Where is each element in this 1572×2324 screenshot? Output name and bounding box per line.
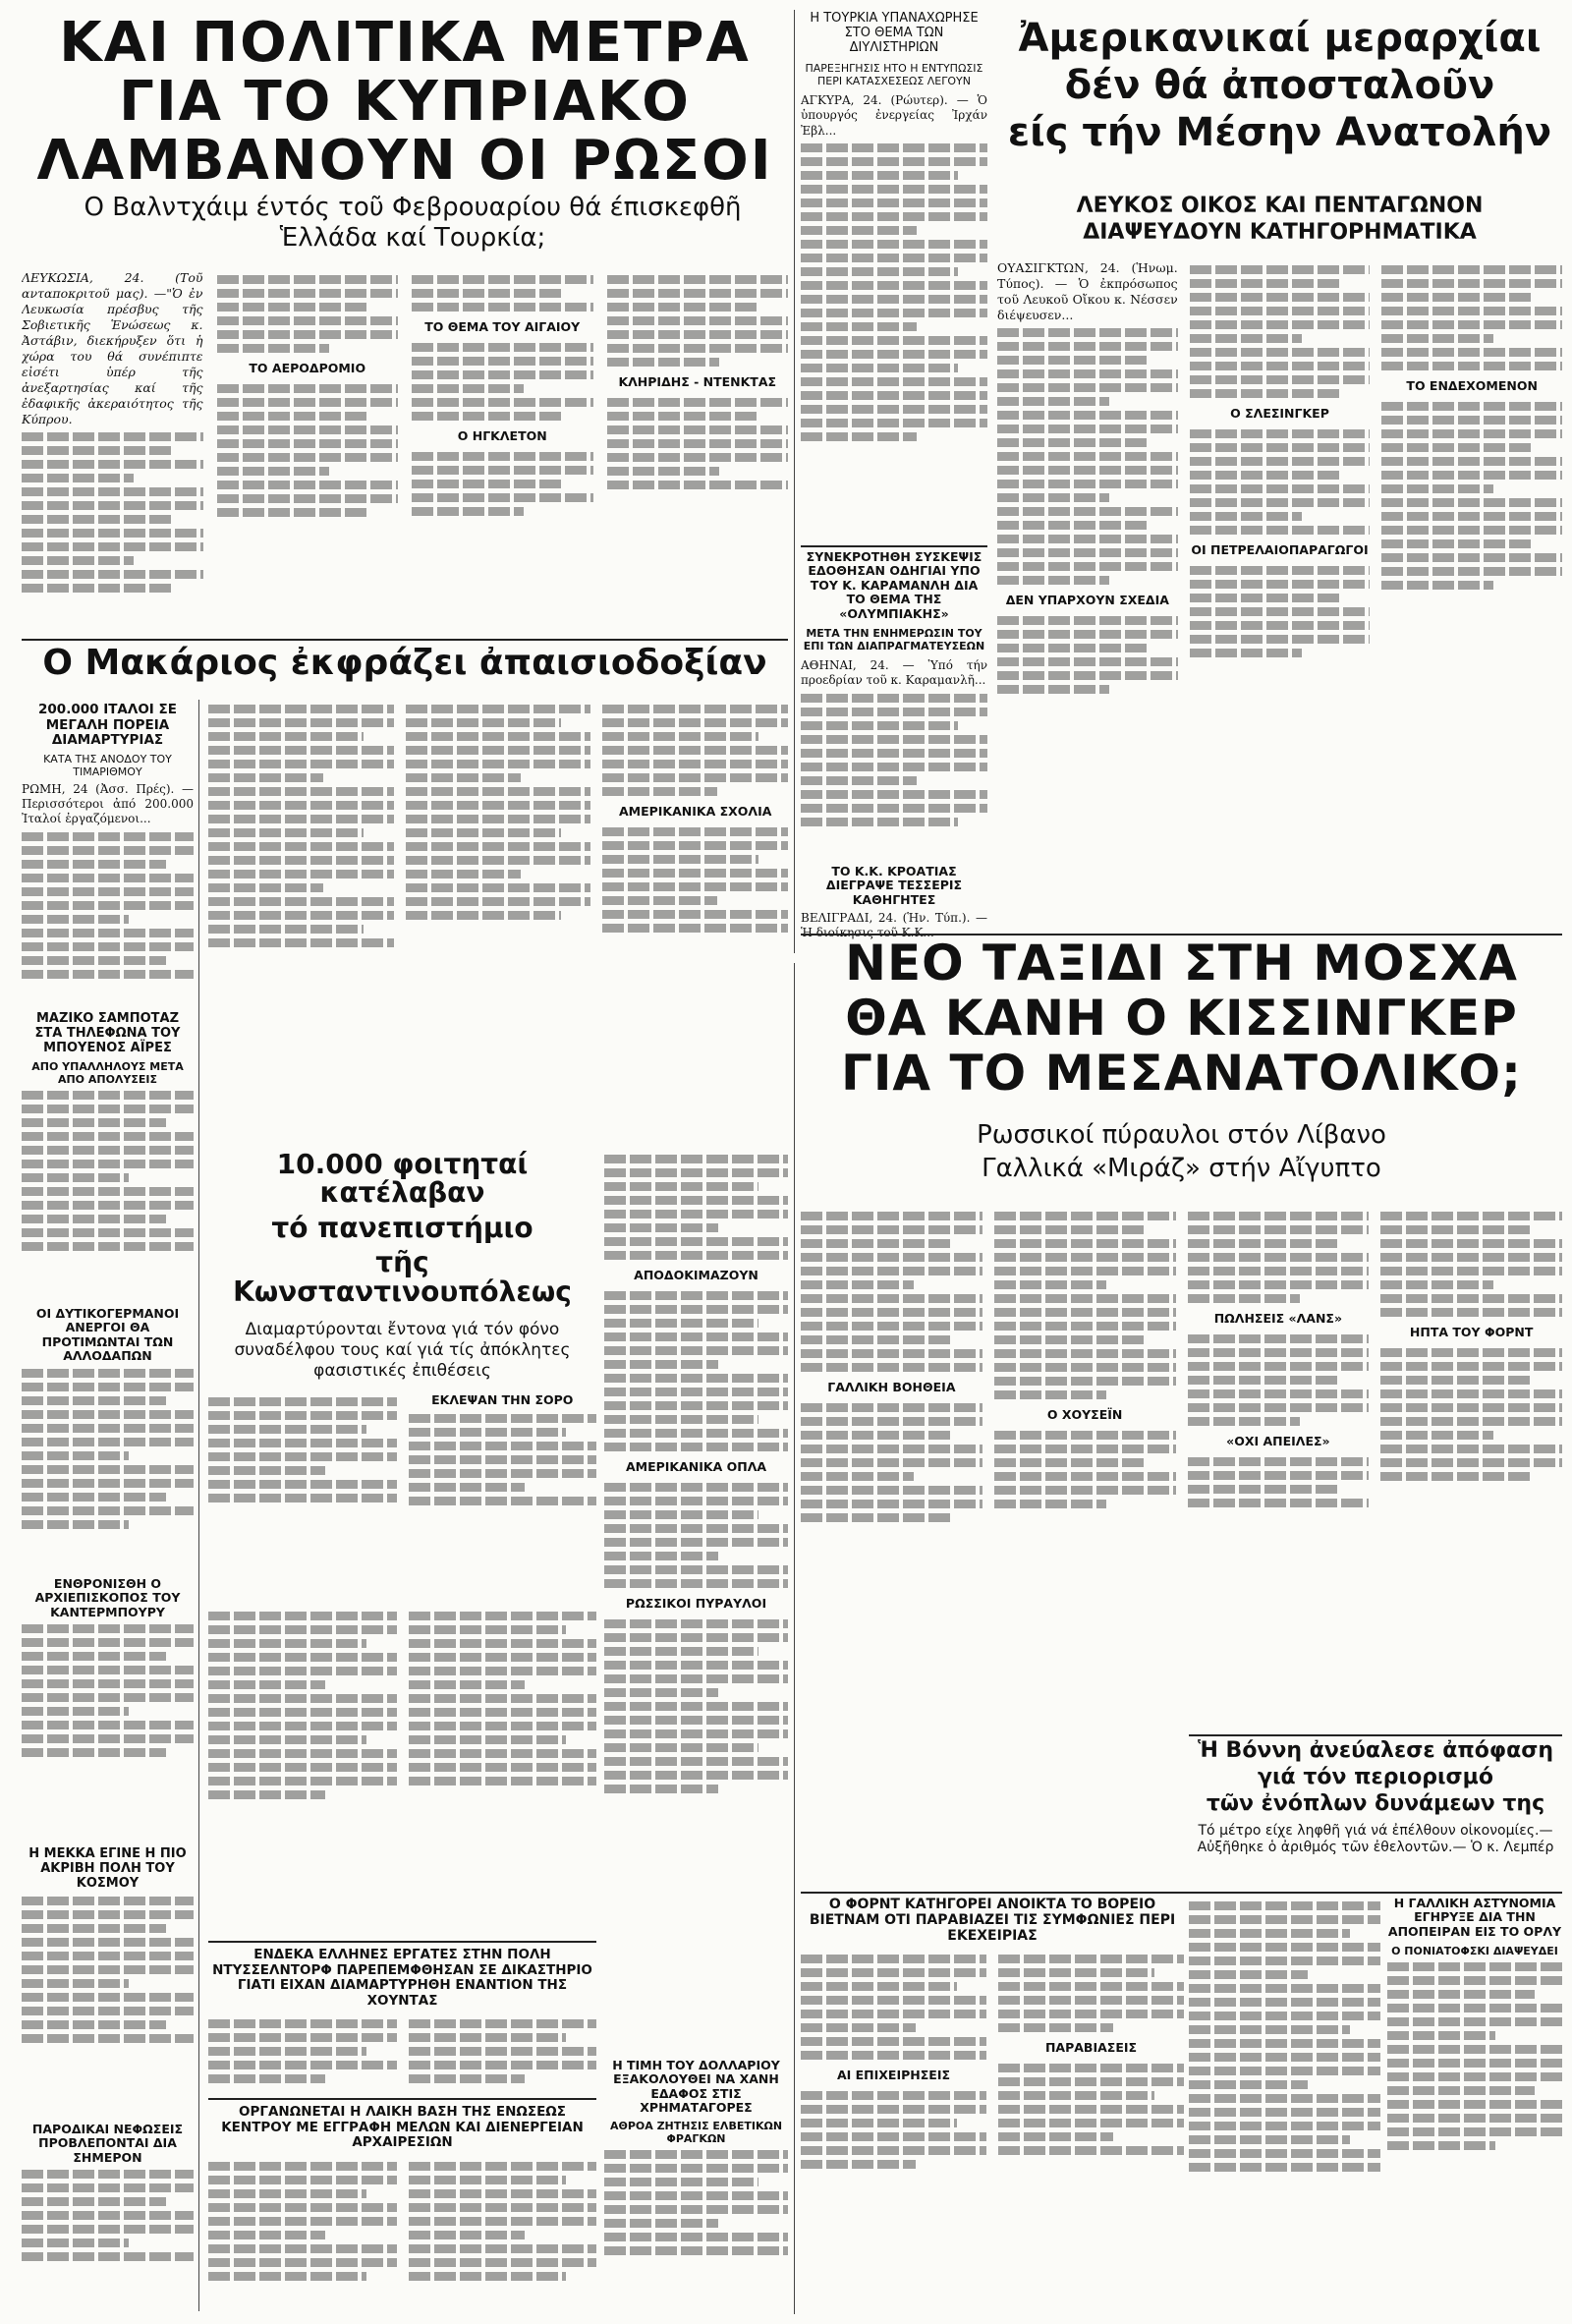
- section-oil-producers: ΟΙ ΠΕΤΡΕΛΑΙΟΠΑΡΑΓΩΓΟΙ: [1191, 542, 1369, 557]
- istanbul-headline-2: τό πανεπιστήμιο: [271, 1211, 533, 1244]
- istanbul-subheadline: Διαμαρτύρονται ἔντονα γιά τόν φόνο συναδέλφου τους καί γιά τίς ἀπόκλητες φασιστικές ἐπιθέσεις: [234, 1319, 571, 1382]
- main-story-subheadline: Ο Βαλντχάιμ έντός τοῦ Φεβρουαρίου θά έπισκεφθῆ Ἑλλάδα καί Τουρκία;: [84, 193, 742, 254]
- karamanlis-headline: ΣΥΝΕΚΡΟΤΗΘΗ ΣΥΣΚΕΨΙΣ ΕΔΟΘΗΣΑΝ ΟΔΗΓΙΑΙ ΥΠΟ ΤΟΥ Κ. ΚΑΡΑΜΑΝΛΗ ΔΙΑ ΤΟ ΘΕΜΑ ΤΗΣ «ΟΛΥΜΠΙΑΚΗΣ»: [806, 550, 982, 621]
- section-violations: ΠΑΡΑΒΙΑΣΕΙΣ: [1044, 2040, 1138, 2056]
- main-story-headline: [22, 16, 788, 183]
- makarios-headline: Ο Μακάριος ἐκφράζει ἀπαισιοδοξίαν: [42, 645, 767, 683]
- kissinger-headline-2: ΘΑ ΚΑΝΗ Ο ΚΙΣΣΙΝΓΚΕΡ: [845, 990, 1518, 1047]
- headline-line-1: ΚΑΙ ΠΟΛΙΤΙΚΑ ΜΕΤΡΑ: [59, 16, 751, 75]
- centrists-headline: ΟΡΓΑΝΩΝΕΤΑΙ Η ΛΑΪΚΗ ΒΑΣΗ ΤΗΣ ΕΝΩΣΕΩΣ ΚΕΝΤΡΟΥ ΜΕ ΕΓΓΡΑΦΗ ΜΕΛΩΝ ΚΑΙ ΔΙΕΝΕΡΓΕΙΑΝ ΑΡΧΑΙΡΕΣΙΩΝ: [221, 2105, 584, 2151]
- germans-headline: ΟΙ ΔΥΤΙΚΟΓΕΡΜΑΝΟΙ ΑΝΕΡΓΟΙ ΘΑ ΠΡΟΤΙΜΩΝΤΑΙ ΤΩΝ ΑΛΛΟΔΑΠΩΝ: [35, 1307, 180, 1364]
- istanbul-body-2: [208, 1607, 596, 1931]
- istanbul-story: [208, 1150, 596, 1602]
- headline-line-2: ΓΙΑ ΤΟ ΚΥΠΡΙΑΚΟ: [119, 70, 691, 134]
- section-lance-sales: ΠΩΛΗΣΕΙΣ «ΛΑΝΣ»: [1213, 1311, 1343, 1326]
- section-eklepsan: ΕΚΛΕΨΑΝ ΤΗΝ ΣΟΡΟ: [431, 1391, 574, 1407]
- istanbul-headline-1: 10.000 φοιτηταί κατέλαβαν: [276, 1150, 529, 1210]
- us-subheadline-1: ΛΕΥΚΟΣ ΟΙΚΟΣ ΚΑΙ ΠΕΝΤΑΓΩΝΟΝ: [1076, 195, 1484, 218]
- section-aerodromio: ΤΟ ΑΕΡΟΔΡΟΜΙΟ: [249, 361, 366, 375]
- dollar-story: [604, 2059, 788, 2316]
- us-headline-3: είς τήν Μέσην Ανατολήν: [1007, 110, 1552, 155]
- section-operations: ΑΙ ΕΠΙΧΕΙΡΗΣΕΙΣ: [836, 2068, 951, 2083]
- mecca-story: [22, 1847, 194, 2113]
- canterbury-story: [22, 1577, 194, 1833]
- croatia-lead: ΒΕΛΙΓΡΑΔΙ, 24. (Ἡν. Τύπ.). —: [801, 911, 987, 926]
- karamanlis-lead: ΑΘΗΝΑΙ, 24. — Ὑπό τήν προεδρίαν τοῦ κ. Καραμανλῆ...: [801, 657, 987, 688]
- workers-headline: ΕΝΔΕΚΑ ΕΛΛΗΝΕΣ ΕΡΓΑΤΕΣ ΣΤΗΝ ΠΟΛΗ ΝΤΥΣΣΕΛΝΤΟΡΦ ΠΑΡΕΠΕΜΦΘΗΣΑΝ ΣΕ ΔΙΚΑΣΤΗΡΙΟ ΓΙΑΤΙ ΕΙΧΑΝ ΔΙΑΜΑΡΤΥΡΗΘΗ ΕΝΑΝΤΙΟΝ ΤΗΣ ΧΟΥΝΤΑΣ: [212, 1948, 592, 2009]
- ford-story: [801, 1897, 1184, 2314]
- bonn-story: [1189, 1739, 1562, 1887]
- kissinger-subheadline: [801, 1120, 1562, 1199]
- kissinger-headline-3: ΓΙΑ ΤΟ ΜΕΣΑΝΑΤΟΛΙΚΟ;: [840, 1045, 1523, 1102]
- us-story-headline: [997, 18, 1562, 185]
- germans-story: [22, 1307, 194, 1572]
- ford-headline: Ο ΦΟΡΝΤ ΚΑΤΗΓΟΡΕΙ ΑΝΟΙΚΤΑ ΤΟ ΒΟΡΕΙΟ ΒΙΕΤΝΑΜ ΟΤΙ ΠΑΡΑΒΙΑΖΕΙ ΤΙΣ ΣΥΜΦΩΝΙΕΣ ΠΕΡΙ ΕΚΕΧΕΙΡΙΑΣ: [809, 1897, 1176, 1945]
- mecca-headline: Η ΜΕΚΚΑ ΕΓΙΝΕ Η ΠΙΟ ΑΚΡΙΒΗ ΠΟΛΗ ΤΟΥ ΚΟΣΜΟΥ: [28, 1847, 187, 1891]
- bonn-headline-1: Ἡ Βόννη ἀνεύαλεσε ἀπόφαση: [1197, 1739, 1554, 1763]
- french-police-headline: Η ΓΑΛΛΙΚΗ ΑΣΤΥΝΟΜΙΑ ΕΓΗΡΥΞΕ ΔΙΑ ΤΗΝ ΑΠΟΠΕΙΡΑΝ ΕΙΣ ΤΟ ΟΡΛΥ: [1387, 1897, 1562, 1939]
- bonn-subheadline: Τό μέτρο είχε ληφθῆ γιά νά ἐπέλθουν οἰκονομίες.— Αὐξῆθηκε ὁ ἀριθμός τῶν ἐθελοντῶν.— Ὁ κ. Λεμπέρ: [1197, 1823, 1554, 1856]
- section-french-aid: ΓΑΛΛΙΚΗ ΒΟΗΘΕΙΑ: [827, 1380, 956, 1394]
- centrists-story: [208, 2105, 596, 2316]
- karamanlis-subhead: ΜΕΤΑ ΤΗΝ ΕΝΗΜΕΡΩΣΙΝ ΤΟΥ ΕΠΙ ΤΩΝ ΔΙΑΠΡΑΓΜΑΤΕΥΣΕΩΝ: [803, 626, 985, 652]
- section-schlesinger: Ο ΣΛΕΣΙΝΓΚΕΡ: [1230, 406, 1329, 421]
- phones-subhead: ΑΠΟ ΥΠΑΛΛΗΛΟΥΣ ΜΕΤΑ ΑΠΟ ΑΠΟΛΥΣΕΙΣ: [31, 1059, 184, 1086]
- headline-line-3: ΛΑΜΒΑΝΟΥΝ ΟΙ ΡΩΣΟΙ: [36, 129, 773, 183]
- bonn-body: [1189, 1897, 1380, 2314]
- croatia-headline: ΤΟ Κ.Κ. ΚΡΟΑΤΙΑΣ ΔΙΕΓΡΑΨΕ ΤΕΣΣΕΡΙΣ ΚΑΘΗΓΗΤΕΣ: [825, 865, 963, 907]
- us-subheadline-2: ΔΙΑΨΕΥΔΟΥΝ ΚΑΤΗΓΟΡΗΜΑΤΙΚΑ: [1083, 220, 1477, 246]
- canterbury-headline: ΕΝΘΡΟΝΙΣΘΗ Ο ΑΡΧΙΕΠΙΣΚΟΠΟΣ ΤΟΥ ΚΑΝΤΕΡΜΠΟΥΡΥ: [34, 1577, 181, 1619]
- makarios-body: [208, 700, 788, 1142]
- section-no-threats: «ΟΧΙ ΑΠΕΙΛΕΣ»: [1226, 1434, 1330, 1448]
- dollar-subhead: ΑΘΡΟΑ ΖΗΤΗΣΙΣ ΕΛΒΕΤΙΚΩΝ ΦΡΑΓΚΩΝ: [609, 2119, 783, 2145]
- kissinger-subheadline-1: Ρωσσικοί πύραυλοι στόν Λίβανο: [977, 1120, 1386, 1150]
- makarios-body-2: [604, 1150, 788, 2054]
- weather-headline: ΠΑΡΟΔΙΚΑΙ ΝΕΦΩΣΕΙΣ ΠΡΟΒΛΕΠΟΝΤΑΙ ΔΙΑ ΣΗΜΕΡΟΝ: [31, 2123, 184, 2165]
- us-story-lead: ΟΥΑΣΙΓΚΤΩΝ, 24. (Ἡνωμ. Τύπος). — Ὁ ἐκπρόσωπος τοῦ Λευκοῦ Οἴκου κ. Νέσσεν διέψευσεν...: [997, 260, 1178, 322]
- bonn-headline-2: γιά τόν περιορισμό: [1258, 1765, 1493, 1790]
- italians-lead: ΡΩΜΗ, 24 (Ἀσσ. Πρές). — Περισσότεροι ἀπό 200.000 Ἰταλοί ἐργαζόμενοι...: [22, 781, 194, 826]
- us-headline-1: Ἀμερικανικαί μεραρχίαι: [1018, 18, 1542, 61]
- kissinger-headline-1: ΝΕΟ ΤΑΞΙΔΙ ΣΤΗ ΜΟΣΧΑ: [845, 938, 1518, 992]
- section-aigaio: ΤΟ ΘΕΜΑ ΤΟΥ ΑΙΓΑΙΟΥ: [424, 319, 581, 334]
- phones-story: [22, 1012, 194, 1297]
- workers-story: [208, 1948, 596, 2095]
- turkey-story: [801, 12, 987, 523]
- istanbul-headline-3: τῆς Κωνσταντινουπόλεως: [233, 1246, 572, 1308]
- section-ford-defeat: ΗΠΤΑ ΤΟΥ ΦΟΡΝΤ: [1409, 1325, 1534, 1339]
- us-story-body: [997, 260, 1562, 929]
- section-russian-missiles: ΡΩΣΣΙΚΟΙ ΠΥΡΑΥΛΟΙ: [625, 1596, 767, 1611]
- italians-headline: 200.000 ΙΤΑΛΟΙ ΣΕ ΜΕΓΑΛΗ ΠΟΡΕΙΑ ΔΙΑΜΑΡΤΥΡΙΑΣ: [38, 703, 177, 749]
- turkey-subhead: ΠΑΡΕΞΗΓΗΣΙΣ ΗΤΟ Η ΕΝΤΥΠΩΣΙΣ ΠΕΡΙ ΚΑΤΑΣΧΕΣΕΩΣ ΛΕΓΟΥΝ: [805, 61, 983, 87]
- turkey-lead: ΑΓΚΥΡΑ, 24. (Ρώυτερ). — Ὁ ὑπουργός ἐνεργείας Ἰρχάν Ἐβλ...: [801, 92, 987, 138]
- section-american-weapons: ΑΜΕΡΙΚΑΝΙΚΑ ΟΠΛΑ: [625, 1459, 767, 1474]
- section-no-plans: ΔΕΝ ΥΠΑΡΧΟΥΝ ΣΧΕΔΙΑ: [1005, 593, 1169, 607]
- us-headline-2: δέν θά ἀποσταλοῦν: [1064, 63, 1495, 108]
- dollar-headline: Η ΤΙΜΗ ΤΟΥ ΔΟΛΛΑΡΙΟΥ ΕΞΑΚΟΛΟΥΘΕΙ ΝΑ ΧΑΝΗ ΕΔΑΦΟΣ ΣΤΙΣ ΧΡΗΜΑΤΑΓΟΡΕΣ: [612, 2059, 780, 2116]
- kissinger-headline: [801, 938, 1562, 1115]
- french-police-story: [1387, 1897, 1562, 2314]
- karamanlis-story: [801, 550, 987, 845]
- french-police-subhead: Ο ΠΟΝΙΑΤΟΦΣΚΙ ΔΙΑΨΕΥΔΕΙ: [1391, 1945, 1558, 1958]
- italians-story: [22, 703, 194, 997]
- kissinger-body: [801, 1207, 1562, 1718]
- section-hussein: Ο ΧΟΥΣΕΪΝ: [1046, 1407, 1123, 1422]
- main-story-lead: ΛΕΥΚΩΣΙΑ, 24. (Τοῦ ανταποκριτοῦ μας). —"Ὁ ἐν Λευκωσία πρέσβυς τῆς Σοβιετικῆς Ἑνώσεως κ. Ἀστάβιν, διεκήρυξεν ὅτι ἡ χώρα του θά συνέπιπτε εἰσέτι ὑπέρ τῆς ἀνεξαρτησίας καί τῆς ἐδαφικῆς ἀκεραιότητος τῆς Κύπρου.: [22, 270, 203, 426]
- section-endexomenon: ΤΟ ΕΝΔΕΧΟΜΕΝΟΝ: [1406, 378, 1538, 393]
- italians-subhead: ΚΑΤΑ ΤΗΣ ΑΝΟΔΟΥ ΤΟΥ ΤΙΜΑΡΙΘΜΟΥ: [43, 752, 172, 778]
- bonn-headline-3: τῶν ἐνόπλων δυνάμεων της: [1206, 1791, 1545, 1817]
- phones-headline: ΜΑΖΙΚΟ ΣΑΜΠΟΤΑΖ ΣΤΑ ΤΗΛΕΦΩΝΑ ΤΟΥ ΜΠΟΥΕΝΟΣ ΑΪΡΕΣ: [34, 1012, 181, 1055]
- weather-story: [22, 2123, 194, 2314]
- section-hgkleton: Ο ΗΓΚΛΕΤΟΝ: [457, 428, 547, 443]
- turkey-headline: Η ΤΟΥΡΚΙΑ ΥΠΑΝΑΧΩΡΗΣΕ ΣΤΟ ΘΕΜΑ ΤΩΝ ΔΙΥΛΙΣΤΗΡΙΩΝ: [810, 12, 979, 55]
- main-story-body: [22, 270, 788, 634]
- us-story-subheadline: [997, 195, 1562, 254]
- kissinger-subheadline-2: Γαλλικά «Μιράζ» στήν Αἴγυπτο: [982, 1154, 1381, 1183]
- section-american-comments: ΑΜΕΡΙΚΑΝΙΚΑ ΣΧΟΛΙΑ: [618, 804, 772, 819]
- section-apodokimazoun: ΑΠΟΔΟΚΙΜΑΖΟΥΝ: [634, 1268, 758, 1282]
- section-klhridhs: ΚΛΗΡΙΔΗΣ - ΝΤΕΝΚΤΑΣ: [618, 374, 777, 389]
